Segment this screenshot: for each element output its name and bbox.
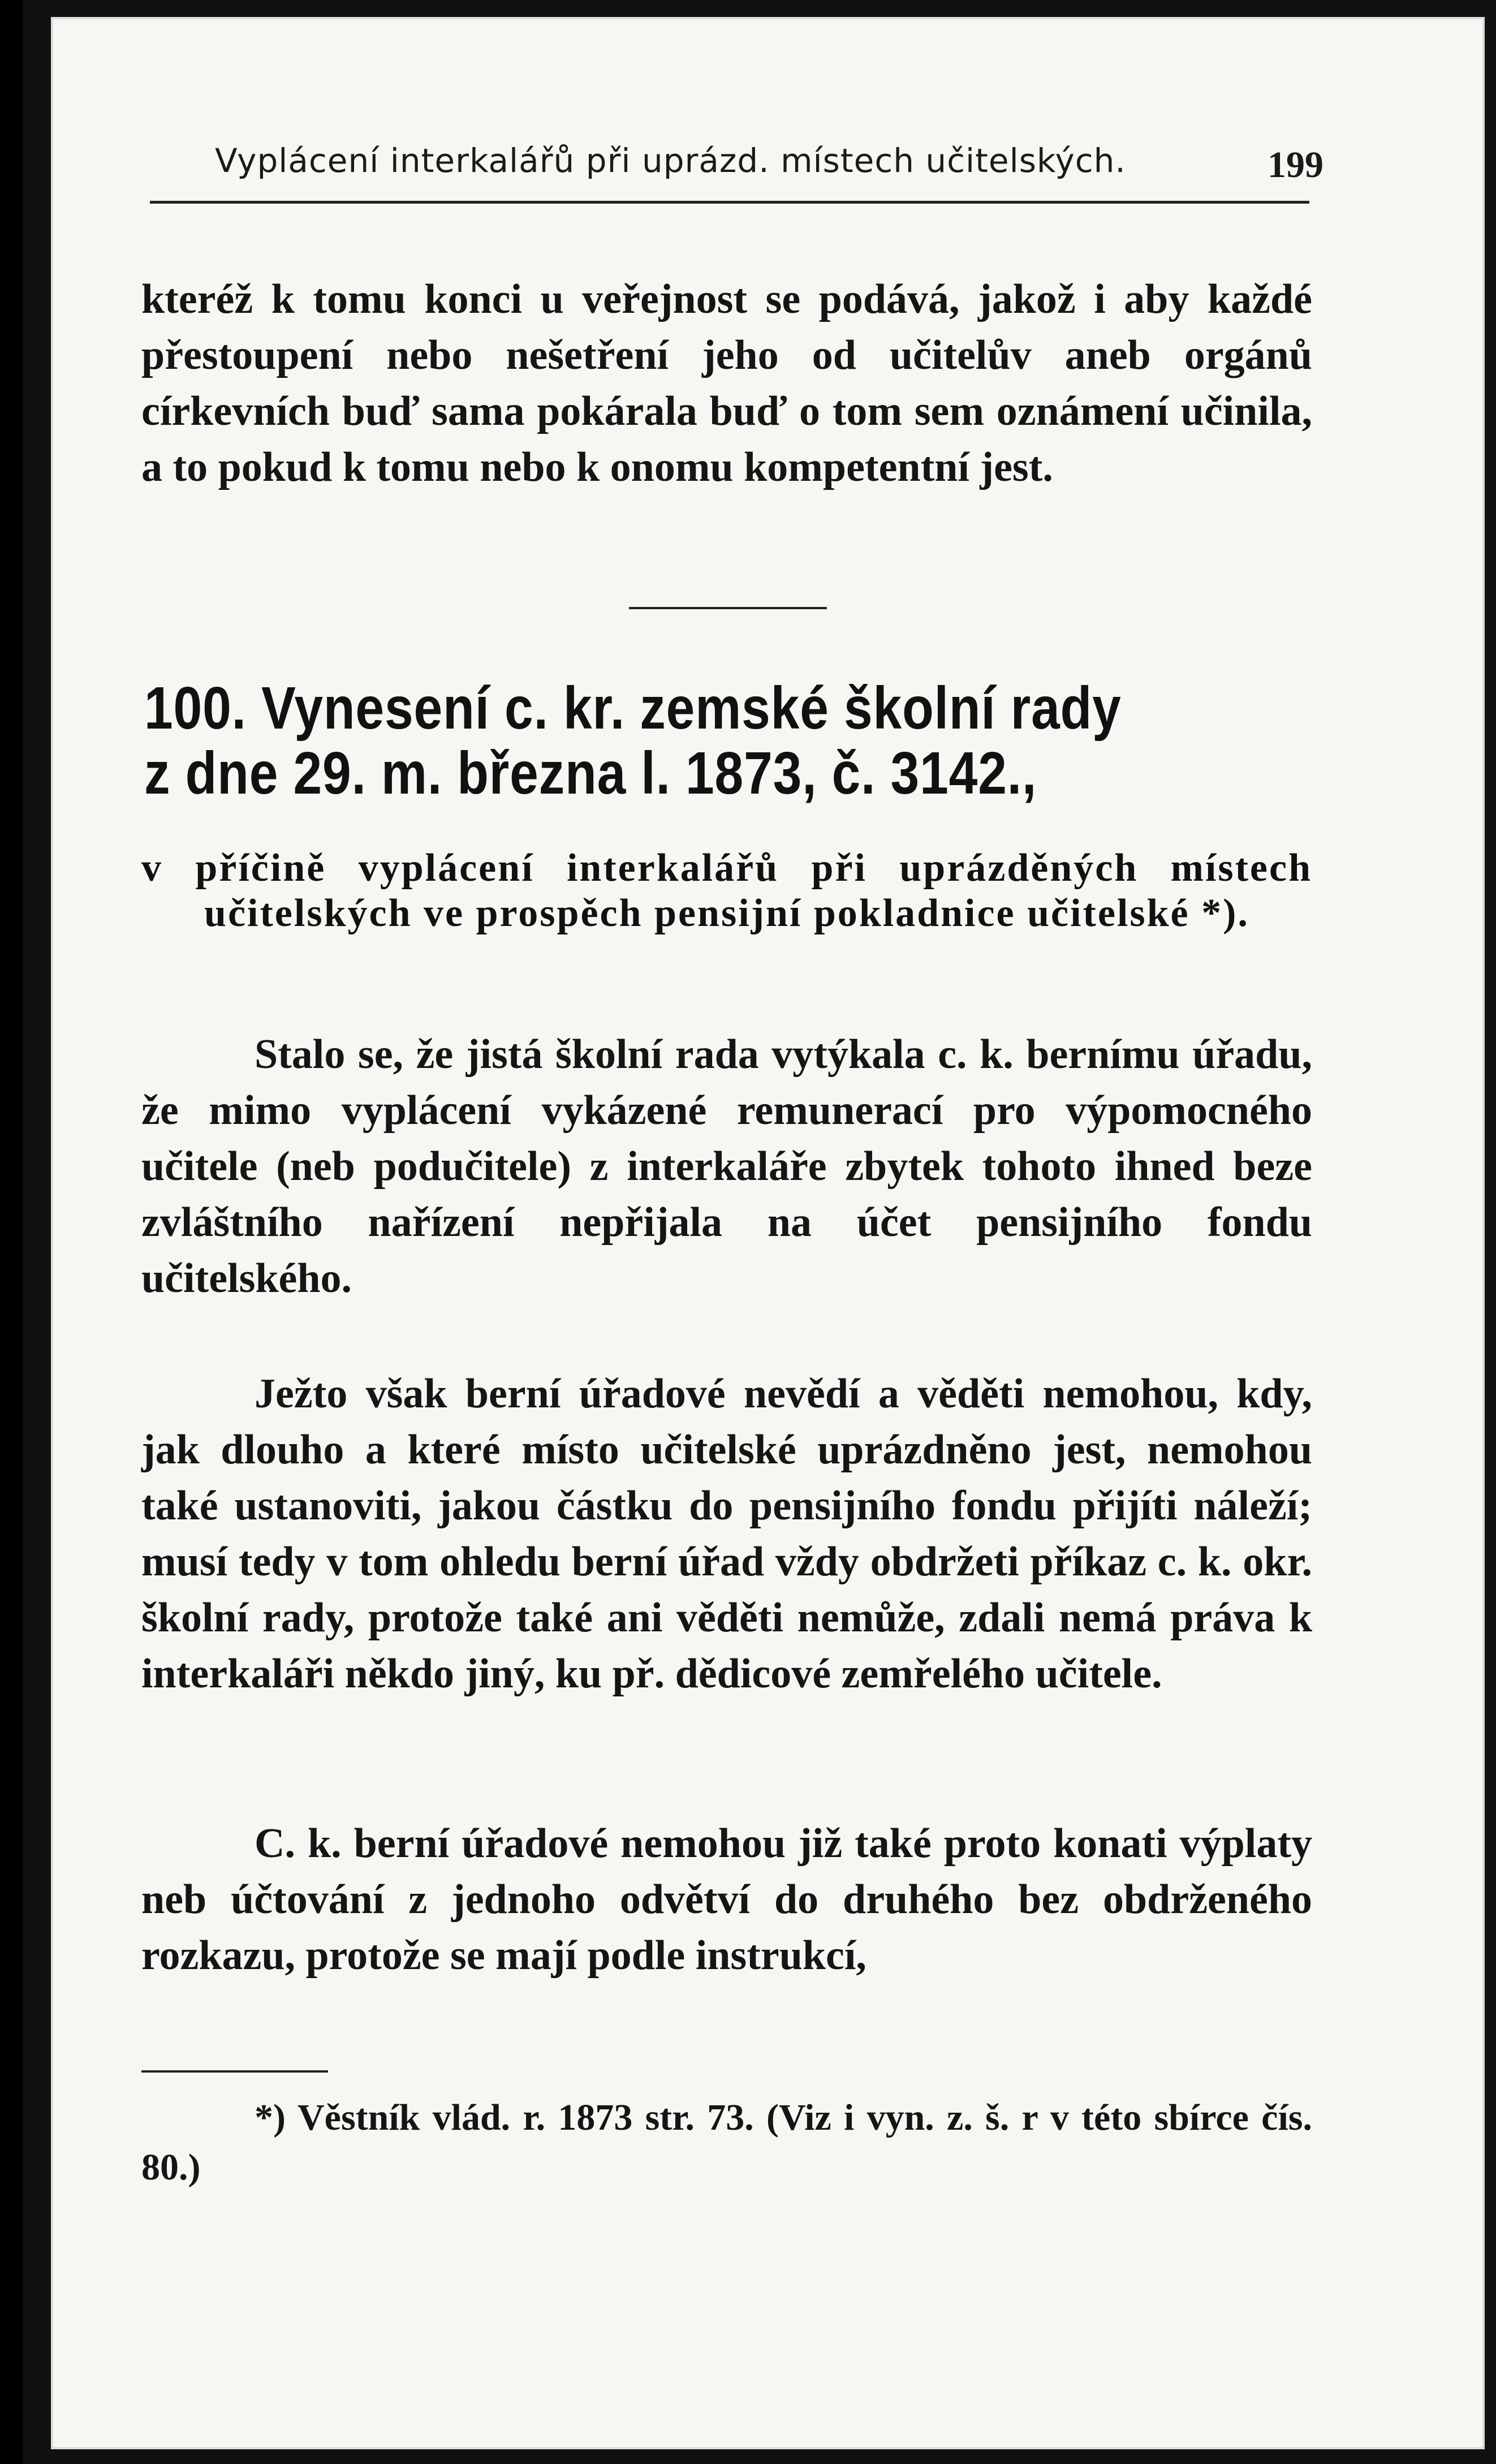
paragraph-2: Ježto však berní úřadové nevědí a věděti nemohou, kdy, jak dlouho a které místo učitelské uprázdněno jest, nemohou také ustanoviti, jakou částku do pensijního fondu přijíti náleží; musí tedy v tom ohledu berní úřad vždy obdržeti příkaz c. k. okr. školní rady, protože také ani věděti nemůže, zdali nemá práva k interkaláři někdo jiný, ku př. dědicové zemřelého učitele. [141,1371,1312,1697]
section-subheading: v příčině vyplácení interkalářů při uprázděných místech učitelských ve prospěch pensijní pokladnice učitelské *). [141,846,1312,935]
section-divider [629,607,827,609]
paragraph-3: C. k. berní úřadové nemohou již také proto konati výplaty neb účtování z jednoho odvětví do druhého bez obdrženého rozkazu, protože se mají podle instrukcí, [141,1820,1312,1979]
paragraph-1: Stalo se, že jistá školní rada vytýkala c. k. bernímu úřadu, že mimo vyplácení vykázené remunerací pro výpomocného učitele (neb podučitele) z interkaláře zbytek tohoto ihned beze zvláštního nařízení nepřijala na účet pensijního fondu učitelského. [141,1031,1312,1302]
page-number: 199 [1267,144,1323,186]
section-heading [144,676,1151,806]
footnote-rule [141,2070,328,2073]
footnote: *) Věstník vlád. r. 1873 str. 73. (Viz i vyn. z. š. r v této sbírce čís. 80.) [141,2097,1312,2188]
header-rule [150,201,1309,204]
book-binding-edge [0,0,23,2464]
running-head-title: Vyplácení interkalářů při uprázd. místech učitelských. [215,141,1126,180]
paragraph-continuation: kteréž k tomu konci u veřejnost se podává, jakož i aby každé přestoupení nebo nešetření jeho od učitelův aneb orgánů církevních buď sama pokárala buď o tom sem oznámení učinila, a to pokud k tomu nebo k onomu kompetentní jest. [141,276,1312,490]
section-heading-line-1: 100. Vynesení c. kr. zemské školní rady [144,675,1122,742]
running-head [164,141,1323,192]
section-heading-line-2: z dne 29. m. března l. 1873, č. 3142., [144,740,1037,807]
